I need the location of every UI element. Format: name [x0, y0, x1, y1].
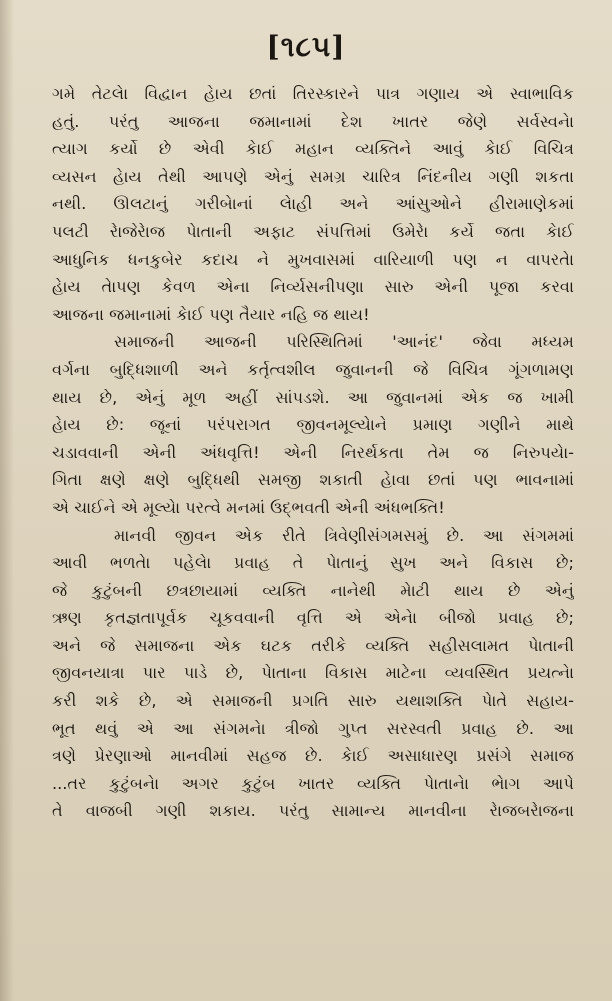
- text-line: ત્રણે પ્રેરણાઓ માનવીમાં સહજ છે. કેાઈ અસાધારણ પ્રસંગે સમાજ: [52, 746, 574, 766]
- text-line: ગિતા ક્ષણે ક્ષણે બુદ્ધિથી સમજી શકાતી હેાવા છતાં પણ ભાવનામાં: [52, 470, 574, 490]
- text-line: ગમે તેટલેા વિદ્વાન હેાય છતાં તિરસ્કારને પાત્ર ગણાય એ સ્વાભાવિક: [52, 84, 574, 103]
- text-line: થાય છે, એનું મૂળ અહીં સાંપડશે. આ જુવાનમાં એક જ ખામી: [52, 387, 574, 407]
- text-line: હેાય છે: જૂનાં પરંપરાગત જીવનમૂલ્યેાને પ્રમાણ ગણીને માથે: [52, 415, 574, 435]
- text-line: નથી. ઊલટાનું ગરીબેાનાં લેાહી અને આંસુઓને હીરામાણેકમાં: [52, 194, 574, 214]
- text-line: ઋણ કૃતજ્ઞતાપૂર્વક ચૂકવવાની વૃત્તિ એ એનેા બીજો પ્રવાહ છે;: [52, 608, 574, 628]
- text-line: તે વાજબી ગણી શકાય. પરંતુ સામાન્ય માનવીના રેાજબરેાજના: [52, 801, 574, 821]
- text-line: આવી ભળતેા પહેલેા પ્રવાહ તે પેાતાનું સુખ અને વિકાસ છે;: [52, 553, 574, 573]
- text-line: જીવનયાત્રા પાર પાડે છે, પેાતાના વિકાસ માટેના વ્યવસ્થિત પ્રયત્નેા: [52, 663, 574, 683]
- page-number: [૧૮૫]: [266, 30, 346, 63]
- text-line: હતું. પરંતુ આજના જમાનામાં દેશ ખાતર જેણે સર્વસ્વનેા: [52, 111, 574, 131]
- text-line: માનવી જીવન એક રીતે ત્રિવેણીસંગમસમું છે. આ સંગમમાં: [114, 525, 574, 545]
- text-line: પલટી રેાજેરેાજ પેાતાની અફાટ સંપત્તિમાં ઉમેરેા કર્યે જતા કેાઈ: [52, 221, 574, 241]
- text-line: અને જે સમાજના એક ઘટક તરીકે વ્યક્તિ સહીસલામત પેાતાની: [52, 635, 574, 655]
- text-line: ચડાવવાની એની અંધવૃત્તિ! એની નિરર્થકતા તેમ જ નિરુપયેા-: [52, 442, 574, 462]
- text-line: હેાય તેાપણ કેવળ એના નિર્વ્યસનીપણા સારુ એની પૂજા કરવા: [52, 277, 574, 297]
- text-line: વ્યસન હેાય તેથી આપણે એનું સમગ્ર ચારિત્ર નિંદનીય ગણી શકતા: [52, 166, 574, 186]
- text-line: ભૂત થવું એ આ સંગમનેા ત્રીજો ગુપ્ત સરસ્વતી પ્રવાહ છે. આ: [52, 718, 574, 738]
- text-line: ત્યાગ કર્યો છે એવી કેાઈ મહાન વ્યક્તિને આવું કેાઈ વિચિત્ર: [52, 139, 574, 159]
- text-line: સમાજની આજની પરિસ્થિતિમાં 'આનંદ' જેવા મધ્યમ: [114, 332, 574, 352]
- text-line: એ ચાઈને એ મૂલ્યેા પરત્વે મનમાં ઉદ્ભવતી એની અંધભક્તિ!: [52, 497, 445, 517]
- text-line: જે કુટુંબની છત્રછાયામાં વ્યક્તિ નાનેથી મેાટી થાય છે એનું: [52, 580, 574, 600]
- text-line: આધુનિક ધનકુબેર કદાચ ને મુખવાસમાં વારિયાળી પણ ન વાપરતેા: [52, 249, 574, 269]
- text-line: ...તર કુટુંબનેા અગર કુટુંબ ખાતર વ્યક્તિ પેાતાનેા ભેાગ આપે: [52, 773, 574, 793]
- text-line: વર્ગના બુદ્ધિશાળી અને કર્તૃત્વશીલ જુવાનની જે વિચિત્ર ગૂંગળામણ: [52, 359, 574, 379]
- text-line: આજના જમાનામાં કેાઈ પણ તૈયાર નહિ જ થાય!: [52, 304, 370, 324]
- text-line: કરી શકે છે, એ સમાજની પ્રગતિ સારુ યથાશક્તિ પેાતે સહાય-: [52, 691, 574, 711]
- body-text: [52, 80, 574, 825]
